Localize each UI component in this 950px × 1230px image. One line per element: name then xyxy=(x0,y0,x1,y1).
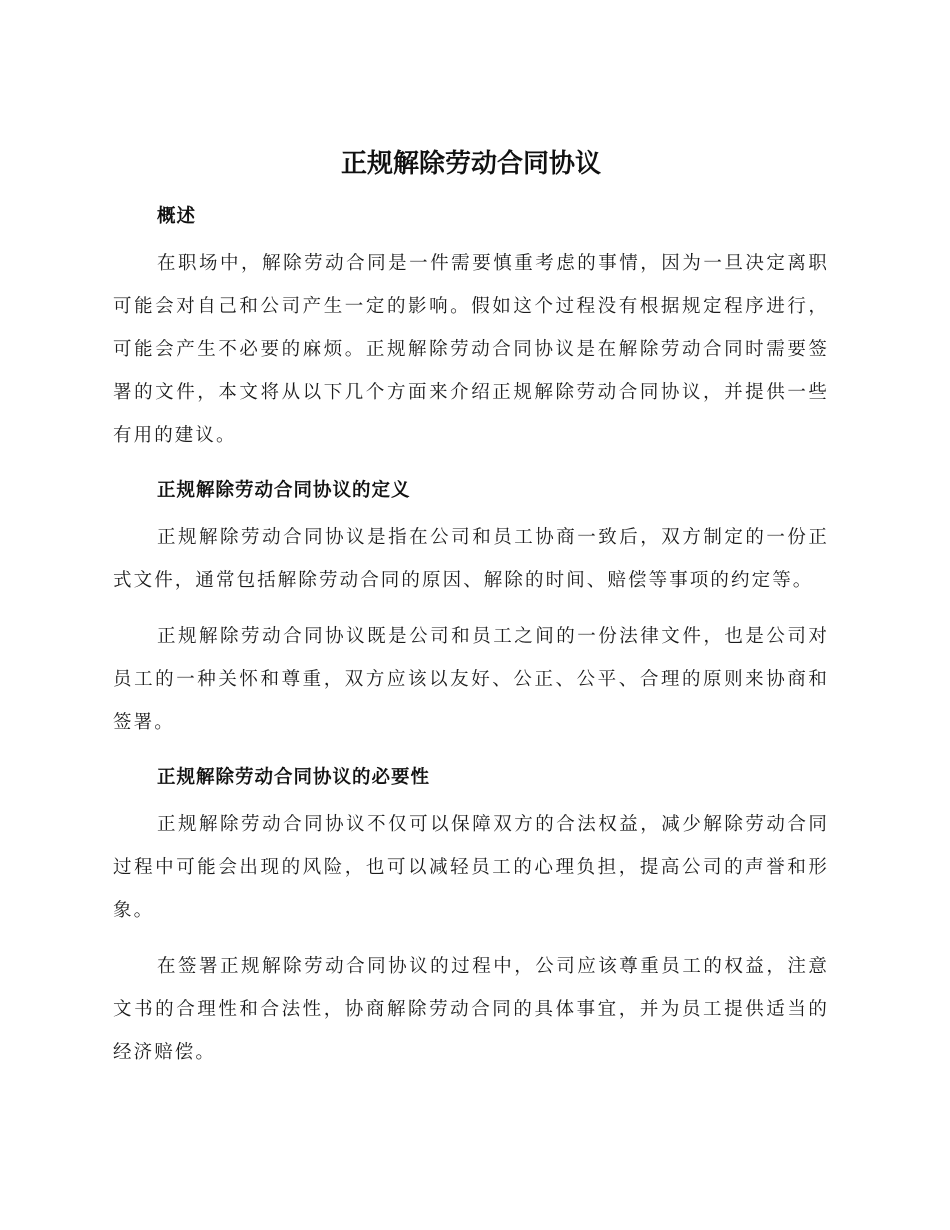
section-overview xyxy=(113,196,829,457)
paragraph: 在职场中，解除劳动合同是一件需要慎重考虑的事情，因为一旦决定离职可能会对自己和公司产生一定的影响。假如这个过程没有根据规定程序进行，可能会产生不必要的麻烦。正规解除劳动合同协议是在解除劳动合同时需要签署的文件，本文将从以下几个方面来介绍正规解除劳动合同协议，并提供一些有用的建议。 xyxy=(113,253,829,446)
section-necessity xyxy=(113,757,829,1074)
section-definition xyxy=(113,470,829,744)
document-title: 正规解除劳动合同协议 xyxy=(340,149,601,179)
paragraph: 正规解除劳动合同协议既是公司和员工之间的一份法律文件，也是公司对员工的一种关怀和尊重，双方应该以友好、公正、公平、合理的原则来协商和签署。 xyxy=(113,626,829,733)
paragraph: 正规解除劳动合同协议不仅可以保障双方的合法权益，减少解除劳动合同过程中可能会出现的风险，也可以减轻员工的心理负担，提高公司的声誉和形象。 xyxy=(113,814,829,921)
section-heading: 概述 xyxy=(157,206,197,227)
document-page xyxy=(113,142,829,1087)
paragraph: 正规解除劳动合同协议是指在公司和员工协商一致后，双方制定的一份正式文件，通常包括解除劳动合同的原因、解除的时间、赔偿等事项的约定等。 xyxy=(113,527,829,591)
section-heading: 正规解除劳动合同协议的必要性 xyxy=(157,767,431,788)
section-heading: 正规解除劳动合同协议的定义 xyxy=(157,480,411,501)
paragraph: 在签署正规解除劳动合同协议的过程中，公司应该尊重员工的权益，注意文书的合理性和合法性，协商解除劳动合同的具体事宜，并为员工提供适当的经济赔偿。 xyxy=(113,956,829,1063)
